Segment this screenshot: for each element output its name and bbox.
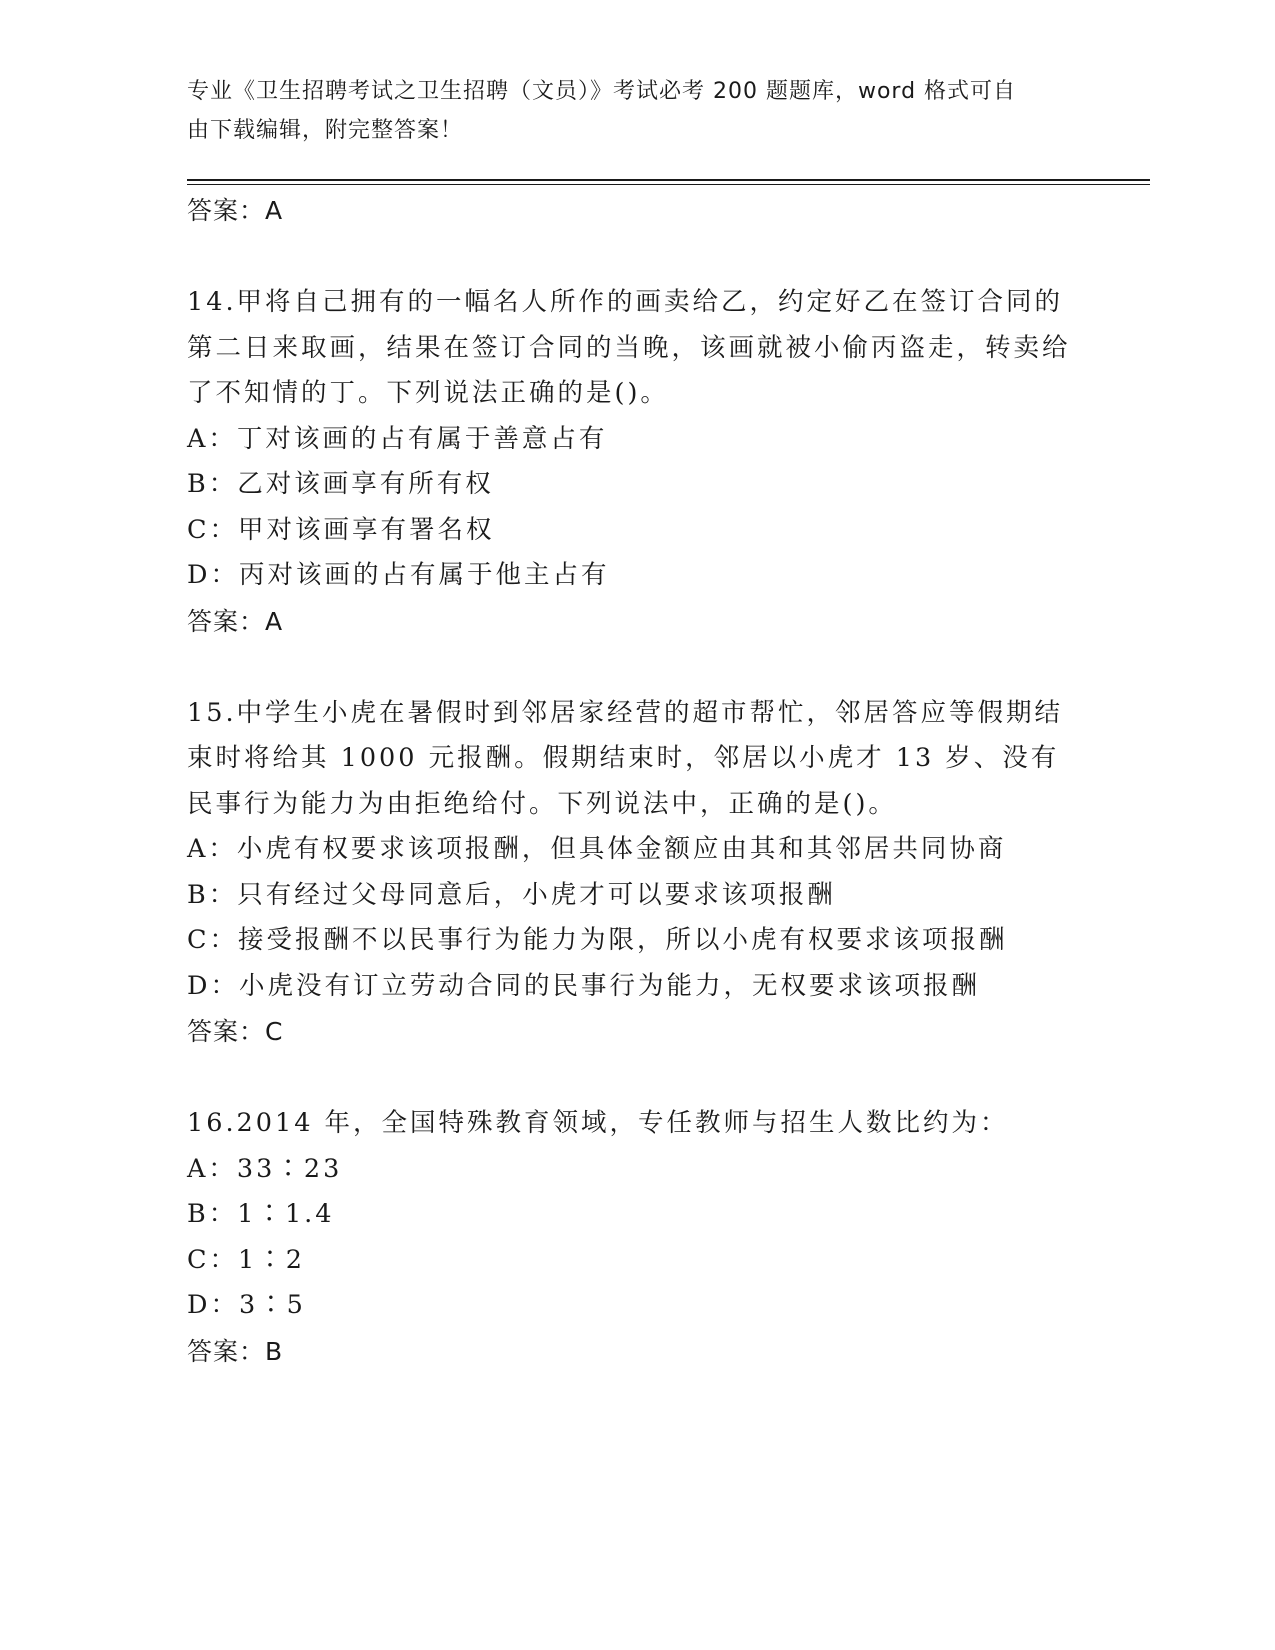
option-d: D：小虎没有订立劳动合同的民事行为能力，无权要求该项报酬 <box>187 970 980 1001</box>
answer-line: 答案：A <box>187 606 284 636</box>
option-c: C：1∶2 <box>187 1244 305 1275</box>
spacer <box>187 1054 1087 1101</box>
question-text: 15.中学生小虎在暑假时到邻居家经营的超市帮忙，邻居答应等假期结束时将给其 1000 元报酬。假期结束时，邻居以小虎才 13 岁、没有民事行为能力为由拒绝给付。下列说法中，正确的是()。 <box>187 697 1064 819</box>
option-b: B：乙对该画享有所有权 <box>187 469 494 499</box>
option-b: B：只有经过父母同意后，小虎才可以要求该项报酬 <box>187 879 836 910</box>
option-b: B：1∶1.4 <box>187 1199 335 1229</box>
option-d: D：3∶5 <box>187 1290 306 1320</box>
spacer <box>187 644 1087 691</box>
question-14 <box>187 280 1087 644</box>
question-text: 16.2014 年，全国特殊教育领域，专任教师与招生人数比约为： <box>187 1108 1009 1138</box>
question-15 <box>187 691 1087 1055</box>
question-text: 14.甲将自己拥有的一幅名人所作的画卖给乙，约定好乙在签订合同的第二日来取画，结果在签订合同的当晚，该画就被小偷丙盗走，转卖给了不知情的丁。下列说法正确的是()。 <box>187 287 1071 408</box>
option-a: A：丁对该画的占有属于善意占有 <box>187 423 608 454</box>
answer-line: 答案：A <box>187 196 284 225</box>
option-a: A：33∶23 <box>187 1153 343 1184</box>
answer-line: 答案：C <box>187 1017 284 1046</box>
page-header <box>187 72 1067 150</box>
answer-line: 答案：B <box>187 1336 284 1366</box>
spacer <box>187 233 1087 280</box>
option-d: D：丙对该画的占有属于他主占有 <box>187 560 610 590</box>
header-line-2: 由下载编辑，附完整答案！ <box>187 118 464 143</box>
header-line-1: 专业《卫生招聘考试之卫生招聘（文员）》考试必考 200 题题库，word 格式可自 <box>187 79 1017 104</box>
option-c: C：甲对该画享有署名权 <box>187 514 495 545</box>
header-rule-thin <box>187 184 1150 185</box>
question-16 <box>187 1101 1087 1374</box>
header-rule-thick <box>187 179 1150 181</box>
option-a: A：小虎有权要求该项报酬，但具体金额应由其和其邻居共同协商 <box>187 834 1007 864</box>
option-c: C：接受报酬不以民事行为能力为限，所以小虎有权要求该项报酬 <box>187 925 1008 955</box>
document-body <box>187 188 1087 1374</box>
